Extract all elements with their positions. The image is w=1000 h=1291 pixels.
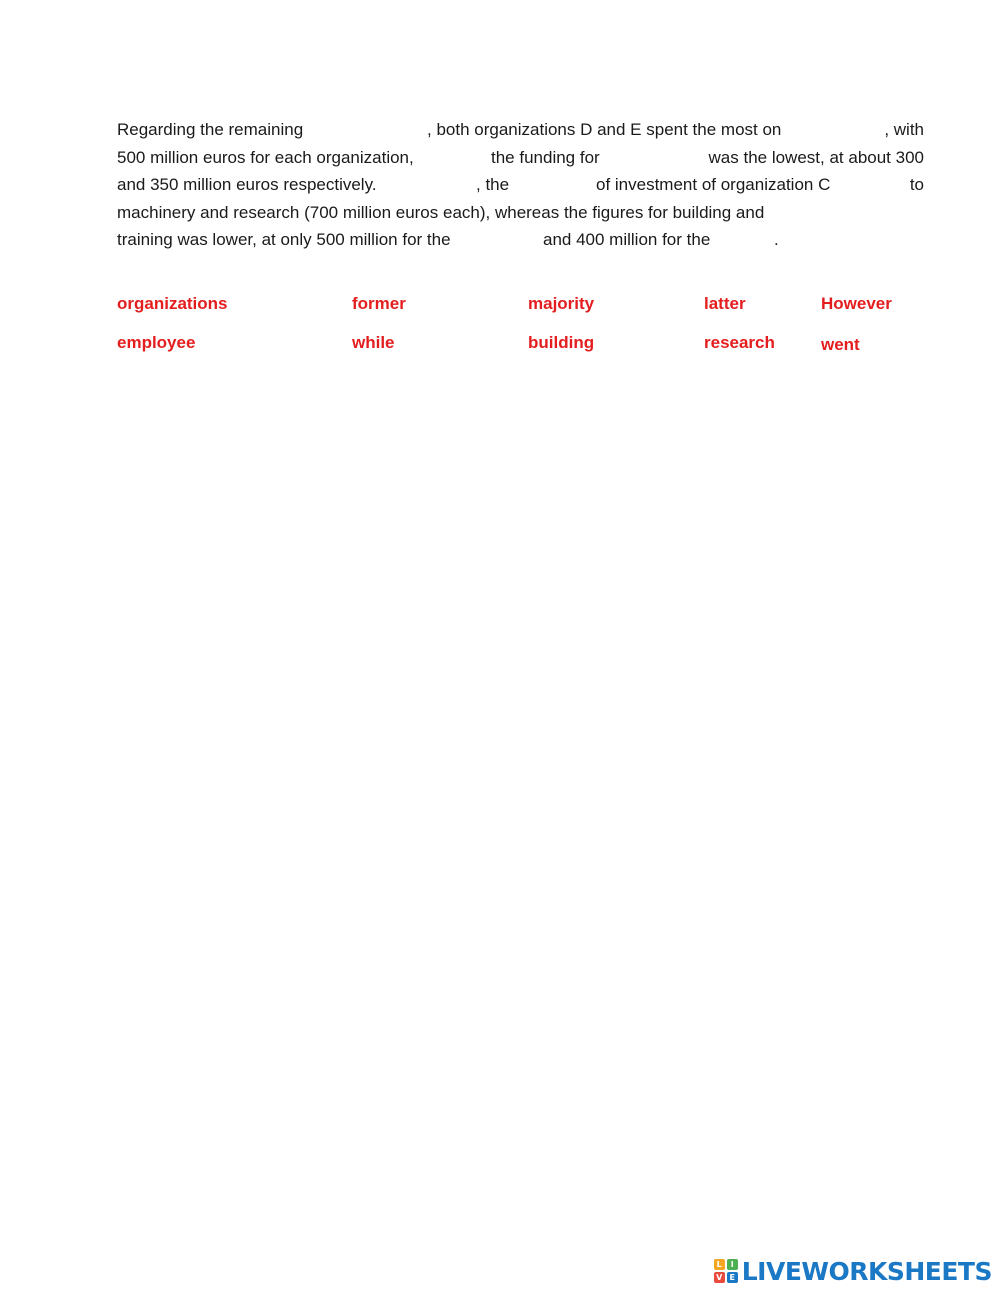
logo-tile-l: L xyxy=(714,1259,725,1270)
word-bank-item-went[interactable]: went xyxy=(821,335,860,354)
passage-line-1 xyxy=(117,116,924,144)
word-bank-item-research[interactable]: research xyxy=(704,333,775,352)
passage-text: to xyxy=(909,175,924,194)
exercise-passage xyxy=(117,116,924,254)
passage-text: and 350 million euros respectively. xyxy=(117,175,377,194)
passage-line-5 xyxy=(117,226,924,254)
passage-text: , the xyxy=(476,175,510,194)
passage-text: and 400 million for the xyxy=(543,230,711,249)
logo-tile-i: I xyxy=(727,1259,738,1270)
logo-tile-v: V xyxy=(714,1272,725,1283)
passage-line-2 xyxy=(117,144,924,172)
passage-text: , both organizations D and E spent the most on xyxy=(427,120,782,139)
word-bank-item-former[interactable]: former xyxy=(352,294,406,313)
passage-text: machinery and research (700 million euros each), whereas the figures for building and xyxy=(117,202,765,222)
logo-tile-e: E xyxy=(727,1272,738,1283)
word-bank-item-while[interactable]: while xyxy=(352,333,395,352)
liveworksheets-logo-text: LIVEWORKSHEETS xyxy=(741,1256,992,1286)
passage-text: Regarding the remaining xyxy=(117,120,304,139)
passage-line-4 xyxy=(117,199,924,227)
passage-text: training was lower, at only 500 million for the xyxy=(117,230,451,249)
word-bank-item-however[interactable]: However xyxy=(821,294,892,313)
liveworksheets-logo xyxy=(714,1255,992,1287)
liveworksheets-logo-icon xyxy=(714,1259,738,1283)
passage-text: was the lowest, at about 300 xyxy=(708,147,924,167)
passage-text: , with xyxy=(884,120,924,139)
passage-text: the funding for xyxy=(491,147,600,167)
word-bank-item-latter[interactable]: latter xyxy=(704,294,746,313)
passage-line-3 xyxy=(117,171,924,199)
passage-text: 500 million euros for each organization, xyxy=(117,147,414,167)
word-bank-item-majority[interactable]: majority xyxy=(528,294,595,313)
word-bank-item-building[interactable]: building xyxy=(528,333,595,352)
passage-text: of investment of organization C xyxy=(596,175,831,194)
passage-text: . xyxy=(774,230,779,249)
word-bank-item-organizations[interactable]: organizations xyxy=(117,294,228,313)
word-bank-item-employee[interactable]: employee xyxy=(117,333,196,352)
